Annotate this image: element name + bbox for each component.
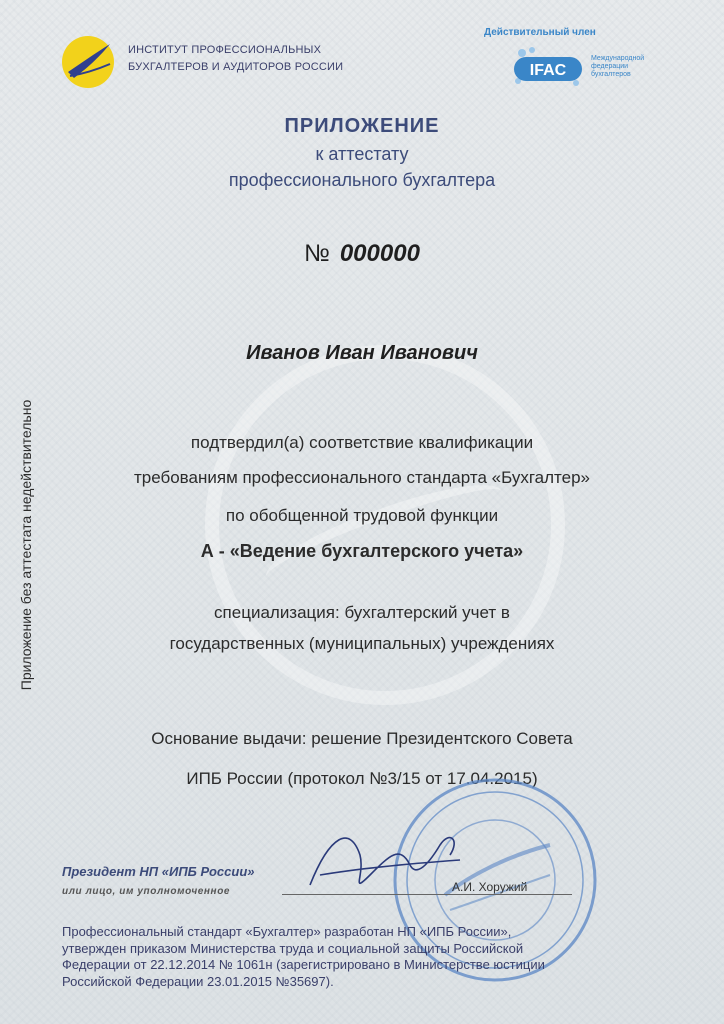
footer-line-3: Федерации от 22.12.2014 № 1061н (зарегистрировано в Министерстве юстиции [62, 957, 545, 972]
org-name-line1: ИНСТИТУТ ПРОФЕССИОНАЛЬНЫХ [128, 44, 322, 56]
ifac-subtitle [591, 55, 661, 79]
body-line-1: подтвердил(а) соответствие квалификации [190, 433, 534, 452]
basis-line-2: ИПБ России (протокол №3/15 от 17.04.2015) [186, 769, 538, 788]
basis-line-1: Основание выдачи: решение Президентского Совета [151, 729, 573, 748]
footer-line-2: утвержден приказом Министерства труда и социальной защиты Российской [62, 940, 524, 956]
footer-note [62, 924, 662, 990]
footer-line-1: Профессиональный стандарт «Бухгалтер» разработан НП «ИПБ России», [62, 924, 512, 939]
number-value: 000000 [339, 240, 420, 267]
signatory-name: А.И. Хоружий [452, 880, 528, 894]
document-subtitle-2: профессионального бухгалтера [228, 170, 496, 190]
org-name-line2: БУХГАЛТЕРОВ И АУДИТОРОВ РОССИИ [128, 61, 344, 73]
body-line-3: по обобщенной трудовой функции [225, 506, 499, 525]
document-number [0, 240, 724, 268]
number-sign: № [304, 240, 330, 267]
signature-line [282, 894, 572, 895]
handwritten-signature [290, 815, 470, 905]
holder-name: Иванов Иван Иванович [246, 342, 478, 364]
specialization-line-1: специализация: бухгалтерский учет в [214, 603, 510, 622]
ifac-abbr: IFAC [529, 62, 567, 79]
ifac-sub-line2: федерации [591, 63, 629, 70]
body-line-2: требованиям профессионального стандарта «Бухгалтер» [133, 468, 591, 487]
labor-function: А - «Ведение бухгалтерского учета» [200, 541, 524, 561]
ifac-sub-line3: бухгалтеров [591, 71, 631, 78]
organization-name [128, 42, 343, 76]
signatory-subtitle: или лицо, им уполномоченное [62, 886, 231, 897]
ifac-member-caption: Действительный член [484, 27, 596, 38]
document-title: ПРИЛОЖЕНИЕ [284, 115, 440, 137]
specialization-line-2: государственных (муниципальных) учреждениях [169, 634, 555, 653]
side-note-text: Приложение без аттестата недействительно [18, 399, 34, 691]
document-subtitle-1: к аттестату [315, 144, 409, 164]
ifac-sub-line1: Международной [591, 55, 645, 62]
footer-line-4: Российской Федерации 23.01.2015 №35697). [62, 973, 334, 989]
ifac-logo-icon [510, 45, 586, 89]
signatory-title: Президент НП «ИПБ России» [62, 864, 255, 879]
ipb-logo-icon [60, 34, 116, 90]
